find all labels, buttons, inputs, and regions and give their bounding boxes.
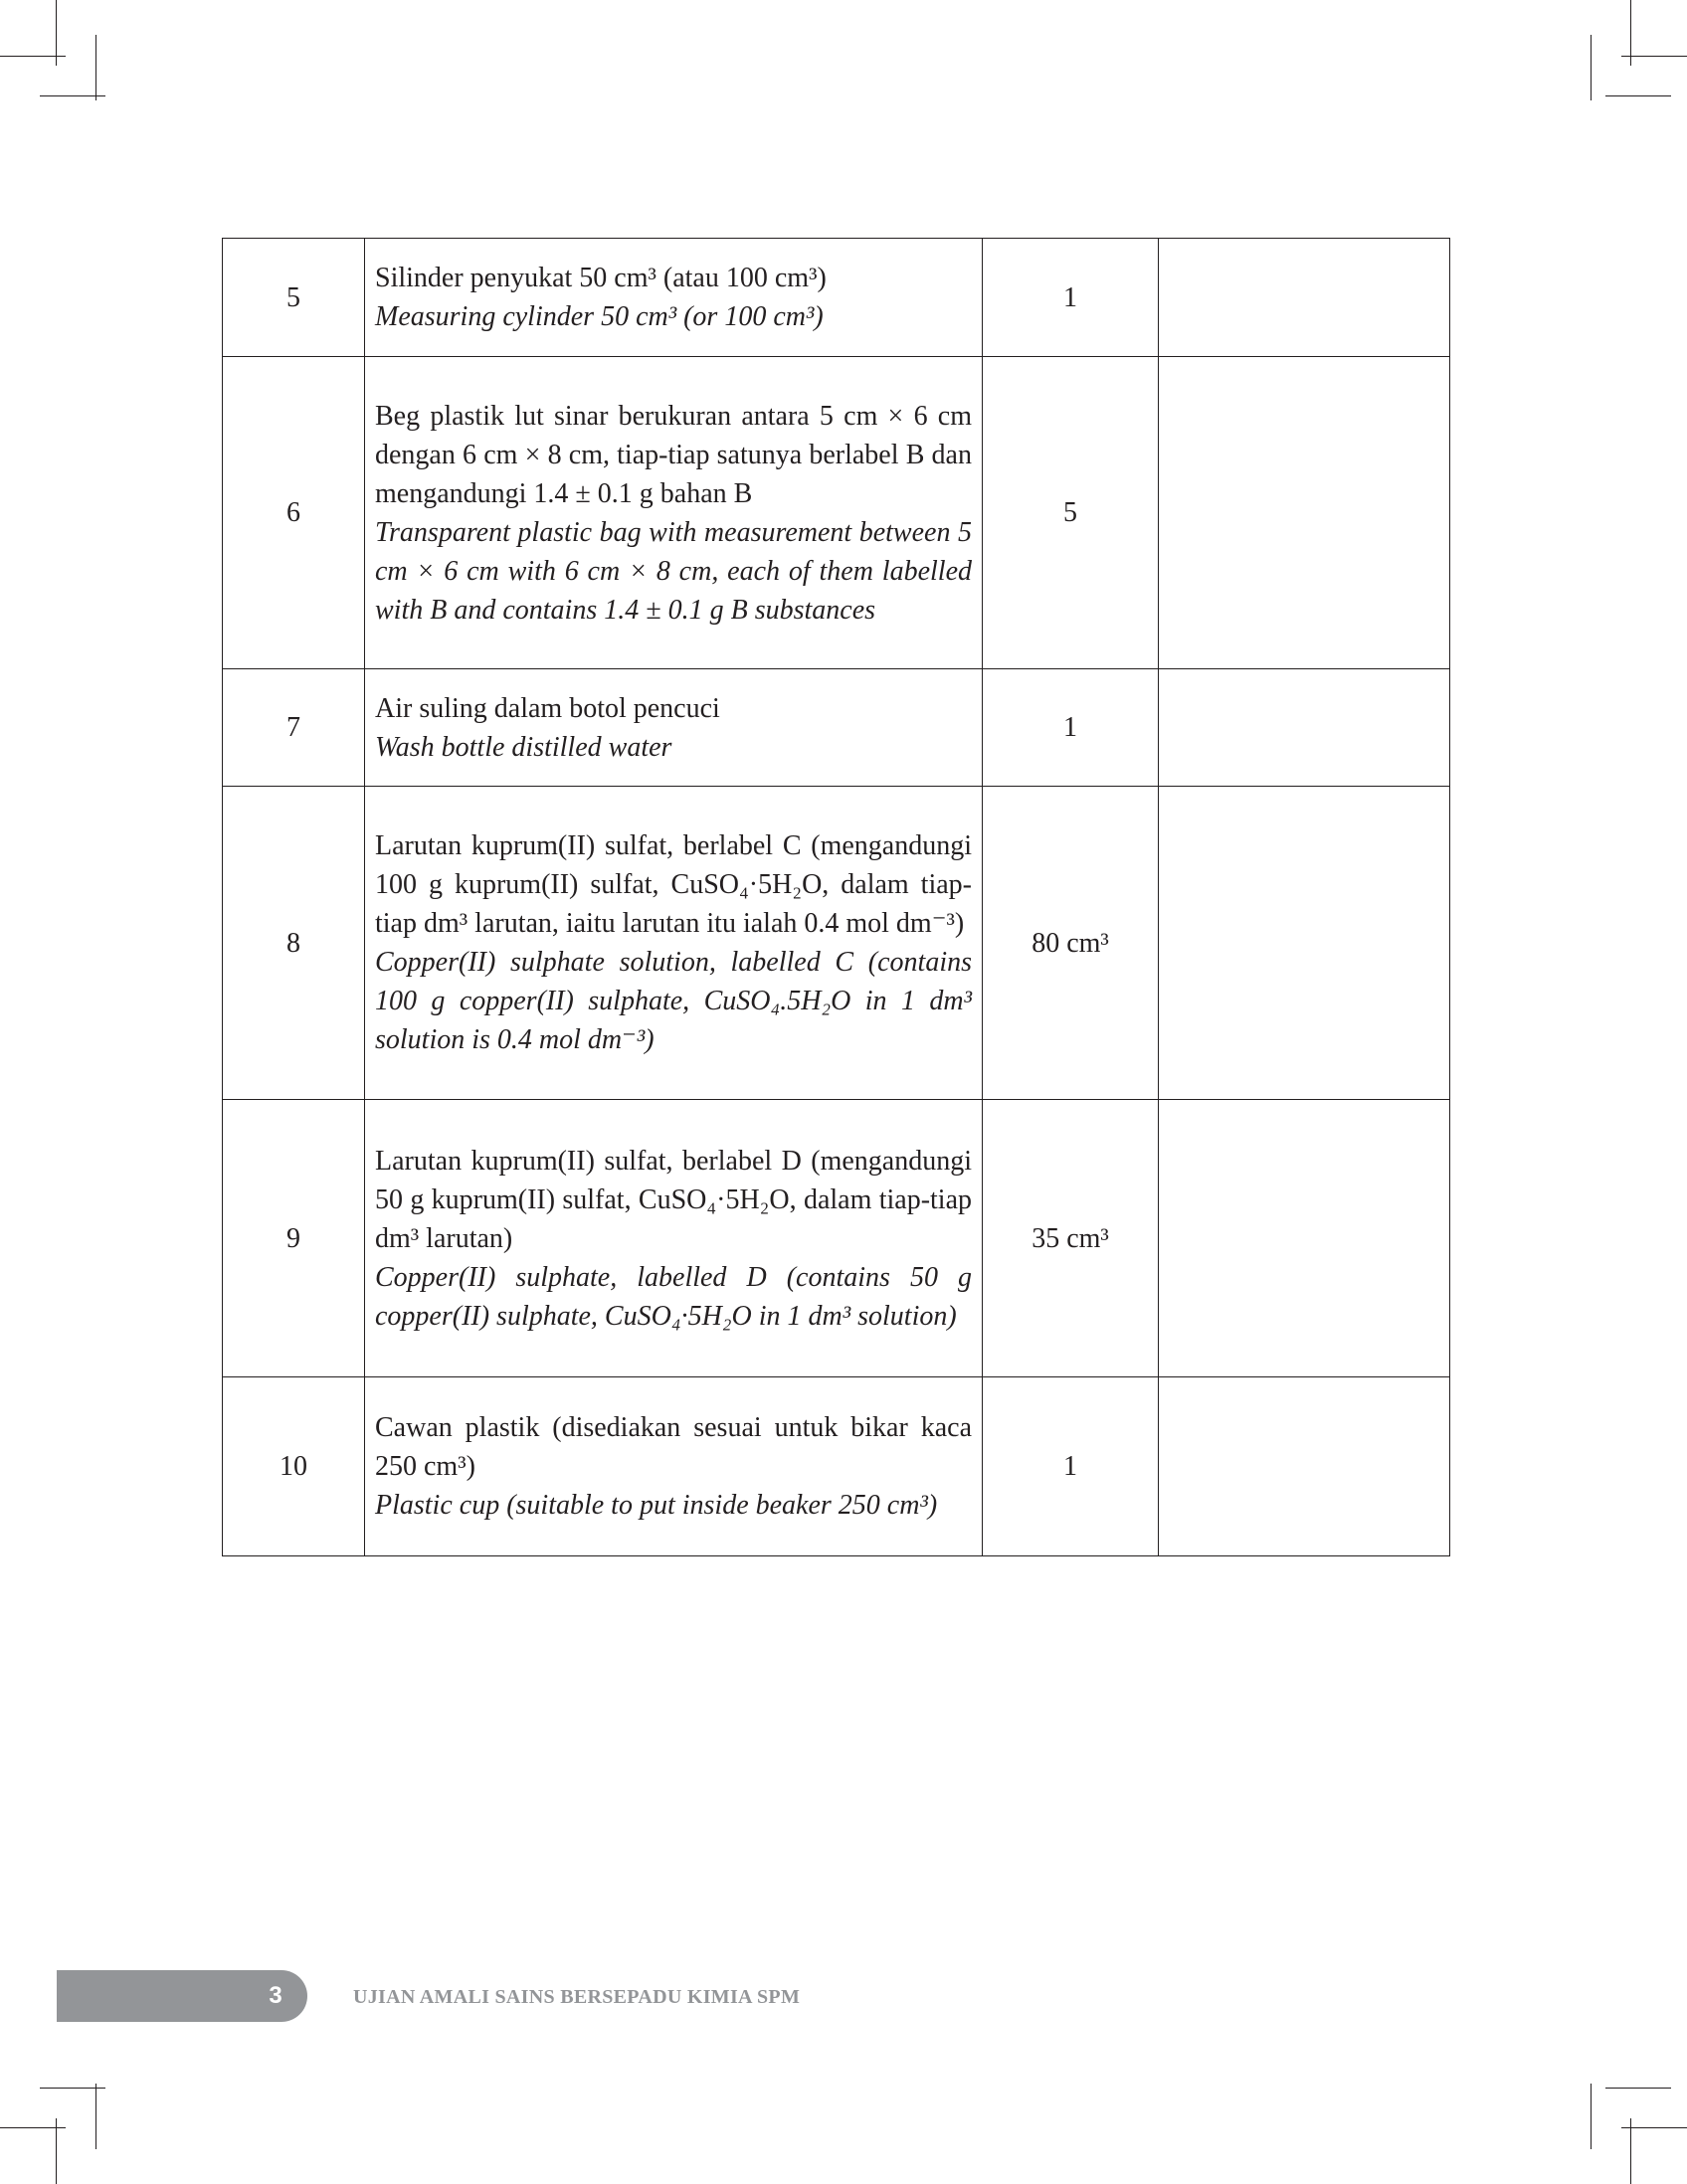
blank-cell <box>1159 787 1450 1100</box>
item-quantity: 1 <box>983 1377 1159 1556</box>
item-quantity: 80 cm³ <box>983 787 1159 1100</box>
blank-cell <box>1159 1100 1450 1377</box>
description-english: Copper(II) sulphate, labelled D (contains 50 g copper(II) sulphate, CuSO₄·5H₂O in 1 dm³ solution) <box>375 1261 972 1332</box>
item-number: 7 <box>223 669 365 787</box>
description-malay: Larutan kuprum(II) sulfat, berlabel C (mengandungi 100 g kuprum(II) sulfat, CuSO₄·5H₂O, dalam tiap-tiap dm³ larutan, iaitu larutan itu ialah 0.4 mol dm⁻³) <box>375 830 972 939</box>
description-english: Transparent plastic bag with measurement between 5 cm × 6 cm with 6 cm × 8 cm, each of them labelled with B and contains 1.4 ± 0.1 g B substances <box>375 516 972 626</box>
crop-mark <box>1591 2084 1592 2149</box>
blank-cell <box>1159 669 1450 787</box>
item-number: 9 <box>223 1100 365 1377</box>
description-english: Wash bottle distilled water <box>375 731 672 763</box>
item-quantity: 1 <box>983 669 1159 787</box>
item-number: 10 <box>223 1377 365 1556</box>
crop-mark <box>1630 0 1631 66</box>
description-malay: Larutan kuprum(II) sulfat, berlabel D (mengandungi 50 g kuprum(II) sulfat, CuSO₄·5H₂O, dalam tiap-tiap dm³ larutan) <box>375 1145 972 1254</box>
item-quantity: 35 cm³ <box>983 1100 1159 1377</box>
description-english: Plastic cup (suitable to put inside beaker 250 cm³) <box>375 1490 938 1521</box>
table-row <box>223 1377 1450 1556</box>
item-description <box>365 1377 983 1556</box>
item-quantity: 1 <box>983 239 1159 357</box>
description-malay: Air suling dalam botol pencuci <box>375 692 720 724</box>
page-number: 3 <box>269 1982 282 2009</box>
item-description <box>365 669 983 787</box>
running-title: UJIAN AMALI SAINS BERSEPADU KIMIA SPM <box>353 1986 801 2008</box>
description-malay: Beg plastik lut sinar berukuran antara 5 cm × 6 cm dengan 6 cm × 8 cm, tiap-tiap satunya berlabel B dan mengandungi 1.4 ± 0.1 g bahan B <box>375 400 972 509</box>
crop-mark <box>95 2084 96 2149</box>
item-number: 6 <box>223 357 365 669</box>
crop-mark <box>95 35 96 100</box>
item-description <box>365 357 983 669</box>
description-english: Measuring cylinder 50 cm³ (or 100 cm³) <box>375 301 824 332</box>
table-row <box>223 357 1450 669</box>
blank-cell <box>1159 239 1450 357</box>
table-row <box>223 239 1450 357</box>
item-quantity: 5 <box>983 357 1159 669</box>
item-description <box>365 239 983 357</box>
blank-cell <box>1159 357 1450 669</box>
crop-mark <box>1605 95 1671 96</box>
crop-mark <box>1591 35 1592 100</box>
table-row <box>223 669 1450 787</box>
description-english: Copper(II) sulphate solution, labelled C (contains 100 g copper(II) sulphate, CuSO₄.5H₂O in 1 dm³ solution is 0.4 mol dm⁻³) <box>375 947 972 1055</box>
item-number: 5 <box>223 239 365 357</box>
table-row <box>223 787 1450 1100</box>
item-description <box>365 1100 983 1377</box>
crop-mark <box>56 0 57 66</box>
apparatus-table <box>222 238 1450 1556</box>
description-malay: Cawan plastik (disediakan sesuai untuk bikar kaca 250 cm³) <box>375 1412 972 1482</box>
blank-cell <box>1159 1377 1450 1556</box>
crop-mark <box>1605 2088 1671 2089</box>
description-malay: Silinder penyukat 50 cm³ (atau 100 cm³) <box>375 263 827 293</box>
item-number: 8 <box>223 787 365 1100</box>
crop-mark <box>1630 2118 1631 2184</box>
crop-mark <box>56 2118 57 2184</box>
item-description <box>365 787 983 1100</box>
table-row <box>223 1100 1450 1377</box>
